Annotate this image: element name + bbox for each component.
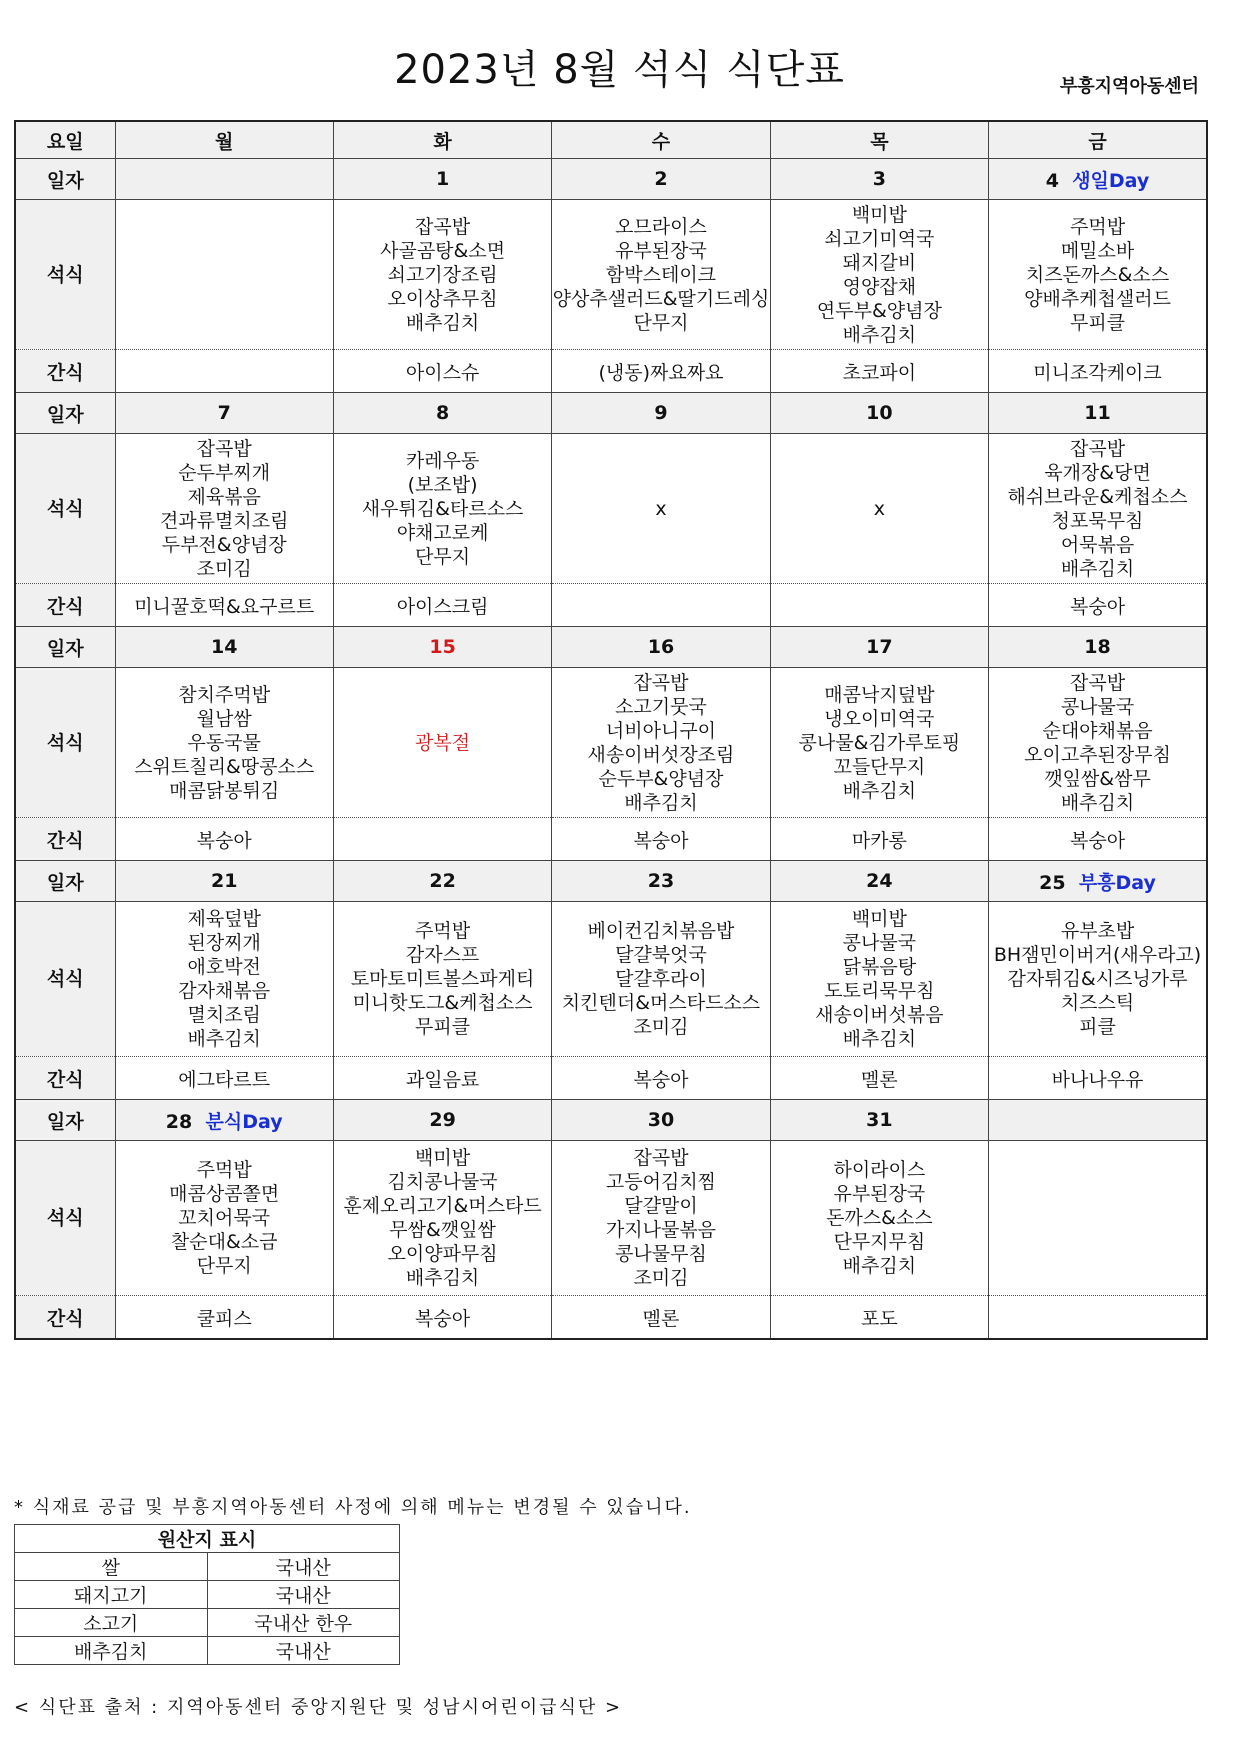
date-number: 29 <box>429 1109 456 1131</box>
date-row-label: 일자 <box>15 1100 115 1141</box>
snack-cell: 바나나우유 <box>989 1057 1207 1100</box>
snack-row-label: 간식 <box>15 1296 115 1340</box>
meal-cell: 백미밥 쇠고기미역국 돼지갈비 영양잡채 연두부&양념장 배추김치 <box>770 200 988 350</box>
origin-country: 국내산 한우 <box>207 1609 400 1637</box>
date-cell <box>989 861 1207 902</box>
date-cell <box>989 159 1207 200</box>
snack-cell: 아이스크림 <box>333 584 551 627</box>
meal-row <box>15 200 1207 350</box>
date-number: 18 <box>1084 636 1111 658</box>
date-row <box>15 627 1207 668</box>
date-cell <box>333 1100 551 1141</box>
date-number: 3 <box>872 168 886 190</box>
meal-cell: 주먹밥 감자스프 토마토미트볼스파게티 미니핫도그&케첩소스 무피클 <box>333 902 551 1057</box>
meal-cell: 참치주먹밥 월남쌈 우동국물 스위트칠리&땅콩소스 매콤닭봉튀김 <box>115 668 333 818</box>
date-cell <box>333 861 551 902</box>
weekday-mon: 월 <box>115 121 333 159</box>
snack-cell: 복숭아 <box>333 1296 551 1340</box>
meal-cell: 하이라이스 유부된장국 돈까스&소스 단무지무침 배추김치 <box>770 1141 988 1296</box>
meal-cell: 카레우동 (보조밥) 새우튀김&타르소스 야채고로케 단무지 <box>333 434 551 584</box>
date-number: 2 <box>654 168 668 190</box>
date-cell <box>770 1100 988 1141</box>
origin-item: 쌀 <box>15 1553 208 1581</box>
meal-cell: 잡곡밥 콩나물국 순대야채볶음 오이고추된장무침 깻잎쌈&쌈무 배추김치 <box>989 668 1207 818</box>
date-row <box>15 393 1207 434</box>
meal-cell: x <box>770 434 988 584</box>
meal-cell: 잡곡밥 소고기뭇국 너비아니구이 새송이버섯장조림 순두부&양념장 배추김치 <box>552 668 770 818</box>
snack-row <box>15 584 1207 627</box>
date-cell <box>115 1100 333 1141</box>
snack-cell: 에그타르트 <box>115 1057 333 1100</box>
meal-row-label: 석식 <box>15 1141 115 1296</box>
meal-cell: 오므라이스 유부된장국 함박스테이크 양상추샐러드&딸기드레싱 단무지 <box>552 200 770 350</box>
meal-cell <box>115 200 333 350</box>
date-cell <box>115 159 333 200</box>
origin-item: 돼지고기 <box>15 1581 208 1609</box>
snack-cell: 포도 <box>770 1296 988 1340</box>
date-cell <box>115 627 333 668</box>
snack-row-label: 간식 <box>15 818 115 861</box>
date-row <box>15 159 1207 200</box>
date-number: 15 <box>429 636 456 658</box>
meal-row <box>15 902 1207 1057</box>
weekday-header-label: 요일 <box>15 121 115 159</box>
snack-cell: 미니꿀호떡&요구르트 <box>115 584 333 627</box>
meal-row-label: 석식 <box>15 668 115 818</box>
event-label: 부흥Day <box>1078 871 1156 894</box>
origin-country: 국내산 <box>207 1553 400 1581</box>
meal-cell: 광복절 <box>333 668 551 818</box>
snack-cell: 복숭아 <box>989 584 1207 627</box>
weekday-wed: 수 <box>552 121 770 159</box>
meal-cell <box>989 1141 1207 1296</box>
date-row <box>15 861 1207 902</box>
date-row-label: 일자 <box>15 393 115 434</box>
meal-row-label: 석식 <box>15 434 115 584</box>
snack-cell <box>552 584 770 627</box>
snack-cell: 복숭아 <box>989 818 1207 861</box>
snack-row <box>15 350 1207 393</box>
origin-row <box>15 1637 400 1665</box>
snack-cell: 멜론 <box>552 1296 770 1340</box>
date-number: 7 <box>217 402 231 424</box>
meal-cell: 매콤낙지덮밥 냉오이미역국 콩나물&김가루토핑 꼬들단무지 배추김치 <box>770 668 988 818</box>
snack-cell: 복숭아 <box>115 818 333 861</box>
date-number: 22 <box>429 870 456 892</box>
meal-cell: 잡곡밥 육개장&당면 해쉬브라운&케첩소스 청포묵무침 어묵볶음 배추김치 <box>989 434 1207 584</box>
origin-row <box>15 1609 400 1637</box>
snack-cell: 복숭아 <box>552 818 770 861</box>
date-number: 24 <box>866 870 893 892</box>
snack-row-label: 간식 <box>15 1057 115 1100</box>
date-cell <box>770 627 988 668</box>
meal-cell: 주먹밥 메밀소바 치즈돈까스&소스 양배추케첩샐러드 무피클 <box>989 200 1207 350</box>
snack-cell <box>333 818 551 861</box>
date-cell <box>770 159 988 200</box>
date-row-label: 일자 <box>15 861 115 902</box>
origin-title: 원산지 표시 <box>15 1525 400 1553</box>
meal-cell: 잡곡밥 고등어김치찜 달걀말이 가지나물볶음 콩나물무침 조미김 <box>552 1141 770 1296</box>
date-number: 31 <box>866 1109 893 1131</box>
date-number: 25 <box>1039 871 1066 894</box>
weekday-thu: 목 <box>770 121 988 159</box>
date-number: 30 <box>647 1109 675 1131</box>
snack-row <box>15 1296 1207 1340</box>
origin-row <box>15 1553 400 1581</box>
snack-cell: 미니조각케이크 <box>989 350 1207 393</box>
date-cell <box>115 393 333 434</box>
date-number: 10 <box>866 402 893 424</box>
meal-cell: 잡곡밥 사골곰탕&소면 쇠고기장조림 오이상추무침 배추김치 <box>333 200 551 350</box>
origin-row <box>15 1581 400 1609</box>
date-number: 11 <box>1084 402 1111 424</box>
snack-cell: 복숭아 <box>552 1057 770 1100</box>
snack-cell: (냉동)짜요짜요 <box>552 350 770 393</box>
weekday-tue: 화 <box>333 121 551 159</box>
date-number: 9 <box>654 402 668 424</box>
snack-cell: 마카롱 <box>770 818 988 861</box>
meal-cell: 베이컨김치볶음밥 달걀북엇국 달걀후라이 치킨텐더&머스타드소스 조미김 <box>552 902 770 1057</box>
date-cell <box>989 1100 1207 1141</box>
snack-cell <box>989 1296 1207 1340</box>
date-cell <box>333 393 551 434</box>
date-number: 8 <box>435 402 450 424</box>
meal-row-label: 석식 <box>15 200 115 350</box>
meal-row <box>15 434 1207 584</box>
meal-cell: 유부초밥 BH잼민이버거(새우라고) 감자튀김&시즈닝가루 치즈스틱 피클 <box>989 902 1207 1057</box>
snack-row-label: 간식 <box>15 584 115 627</box>
origin-country: 국내산 <box>207 1637 400 1665</box>
date-cell <box>770 393 988 434</box>
snack-row <box>15 818 1207 861</box>
date-row <box>15 1100 1207 1141</box>
date-cell <box>333 627 551 668</box>
date-number: 16 <box>647 636 675 658</box>
event-label: 분식Day <box>205 1110 283 1133</box>
date-cell <box>552 1100 770 1141</box>
date-cell <box>333 159 551 200</box>
meal-cell: 백미밥 콩나물국 닭볶음탕 도토리묵무침 새송이버섯볶음 배추김치 <box>770 902 988 1057</box>
origin-item: 소고기 <box>15 1609 208 1637</box>
date-number: 17 <box>866 636 893 658</box>
date-cell <box>552 159 770 200</box>
meal-cell: 백미밥 김치콩나물국 훈제오리고기&머스타드 무쌈&깻잎쌈 오이양파무침 배추김치 <box>333 1141 551 1296</box>
meal-row-label: 석식 <box>15 902 115 1057</box>
center-name: 부흥지역아동센터 <box>1059 76 1199 97</box>
meal-cell: x <box>552 434 770 584</box>
snack-row <box>15 1057 1207 1100</box>
change-notice: * 식재료 공급 및 부흥지역아동센터 사정에 의해 메뉴는 변경될 수 있습니다. <box>14 1497 692 1518</box>
date-cell <box>115 861 333 902</box>
page-title: 2023년 8월 석식 식단표 <box>394 47 845 93</box>
meal-cell: 잡곡밥 순두부찌개 제육볶음 견과류멸치조림 두부전&양념장 조미김 <box>115 434 333 584</box>
snack-row-label: 간식 <box>15 350 115 393</box>
menu-table <box>14 120 1208 1340</box>
snack-cell: 아이스슈 <box>333 350 551 393</box>
snack-cell: 쿨피스 <box>115 1296 333 1340</box>
meal-row <box>15 668 1207 818</box>
date-number: 28 <box>165 1110 193 1133</box>
date-cell <box>552 627 770 668</box>
snack-cell: 초코파이 <box>770 350 988 393</box>
date-number: 21 <box>210 870 238 892</box>
date-row-label: 일자 <box>15 159 115 200</box>
origin-table <box>14 1524 400 1665</box>
menu-source: < 식단표 출처 : 지역아동센터 중앙지원단 및 성남시어린이급식단 > <box>14 1697 623 1718</box>
date-cell <box>552 861 770 902</box>
date-cell <box>989 393 1207 434</box>
date-number: 1 <box>435 168 450 190</box>
date-cell <box>989 627 1207 668</box>
snack-cell <box>115 350 333 393</box>
meal-cell: 주먹밥 매콤상콤쫄면 꼬치어묵국 찰순대&소금 단무지 <box>115 1141 333 1296</box>
date-number: 14 <box>210 636 238 658</box>
origin-item: 배추김치 <box>15 1637 208 1665</box>
snack-cell: 멜론 <box>770 1057 988 1100</box>
weekday-header-row <box>15 121 1207 159</box>
snack-cell: 과일음료 <box>333 1057 551 1100</box>
origin-country: 국내산 <box>207 1581 400 1609</box>
meal-row <box>15 1141 1207 1296</box>
date-number: 4 <box>1045 169 1059 192</box>
snack-cell <box>770 584 988 627</box>
date-number: 23 <box>647 870 675 892</box>
meal-cell: 제육덮밥 된장찌개 애호박전 감자채볶음 멸치조림 배추김치 <box>115 902 333 1057</box>
weekday-fri: 금 <box>989 121 1207 159</box>
date-cell <box>552 393 770 434</box>
date-row-label: 일자 <box>15 627 115 668</box>
date-cell <box>770 861 988 902</box>
event-label: 생일Day <box>1072 169 1150 192</box>
